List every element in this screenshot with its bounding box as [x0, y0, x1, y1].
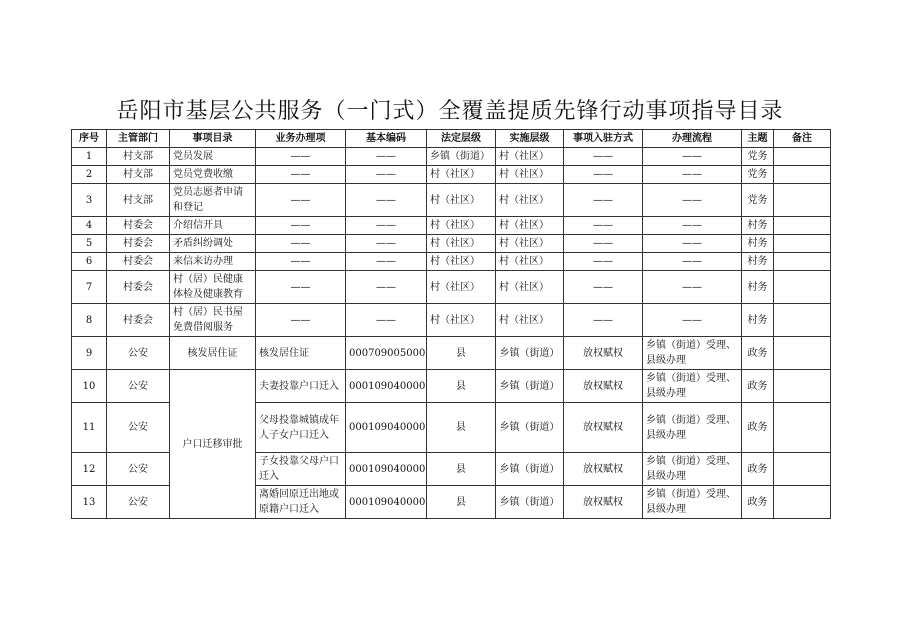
page-title: 岳阳市基层公共服务（一门式）全覆盖提质先锋行动事项指导目录 — [116, 99, 784, 124]
theme-cell: 政务 — [742, 370, 774, 403]
seq-cell: 1 — [72, 148, 107, 166]
flow-cell: 乡镇（街道）受理、县级办理 — [643, 403, 742, 453]
biz-cell: —— — [256, 217, 346, 235]
impl-level-cell: 乡镇（街道） — [496, 337, 564, 370]
entry-cell: —— — [564, 217, 643, 235]
seq-cell: 11 — [72, 403, 107, 453]
theme-cell: 政务 — [742, 453, 774, 486]
seq-cell: 12 — [72, 453, 107, 486]
dept-cell: 公安 — [107, 486, 170, 519]
impl-level-cell: 村（社区） — [496, 304, 564, 337]
biz-cell: —— — [256, 271, 346, 304]
table-row — [72, 235, 831, 253]
header-cell: 基本编码 — [346, 130, 427, 148]
theme-cell: 党务 — [742, 166, 774, 184]
note-cell — [774, 271, 831, 304]
header-cell: 法定层级 — [427, 130, 496, 148]
seq-cell: 4 — [72, 217, 107, 235]
biz-cell: 核发居住证 — [256, 337, 346, 370]
header-cell: 事项入驻方式 — [564, 130, 643, 148]
legal-level-cell: 县 — [427, 370, 496, 403]
header-cell: 主题 — [742, 130, 774, 148]
entry-cell: —— — [564, 271, 643, 304]
seq-cell: 8 — [72, 304, 107, 337]
theme-cell: 村务 — [742, 253, 774, 271]
note-cell — [774, 217, 831, 235]
entry-cell: —— — [564, 184, 643, 217]
code-cell: —— — [346, 166, 427, 184]
code-cell: —— — [346, 148, 427, 166]
biz-cell: —— — [256, 184, 346, 217]
biz-cell: 离婚回原迁出地或原籍户口迁入 — [256, 486, 346, 519]
catalog-table — [71, 129, 831, 519]
impl-level-cell: 村（社区） — [496, 253, 564, 271]
legal-level-cell: 村（社区） — [427, 304, 496, 337]
code-cell: —— — [346, 217, 427, 235]
code-cell: —— — [346, 184, 427, 217]
seq-cell: 13 — [72, 486, 107, 519]
table-row — [72, 253, 831, 271]
biz-cell: —— — [256, 235, 346, 253]
table-row — [72, 304, 831, 337]
legal-level-cell: 村（社区） — [427, 235, 496, 253]
flow-cell: —— — [643, 184, 742, 217]
note-cell — [774, 166, 831, 184]
flow-cell: —— — [643, 253, 742, 271]
header-cell: 实施层级 — [496, 130, 564, 148]
note-cell — [774, 184, 831, 217]
dept-cell: 村委会 — [107, 217, 170, 235]
note-cell — [774, 337, 831, 370]
item-cell: 核发居住证 — [170, 337, 256, 370]
code-cell: —— — [346, 253, 427, 271]
biz-cell: —— — [256, 166, 346, 184]
impl-level-cell: 村（社区） — [496, 166, 564, 184]
table-row — [72, 184, 831, 217]
item-cell: 村（居）民书屋免费借阅服务 — [170, 304, 256, 337]
flow-cell: —— — [643, 235, 742, 253]
flow-cell: 乡镇（街道）受理、县级办理 — [643, 453, 742, 486]
header-cell: 事项目录 — [170, 130, 256, 148]
entry-cell: —— — [564, 148, 643, 166]
seq-cell: 7 — [72, 271, 107, 304]
dept-cell: 公安 — [107, 370, 170, 403]
theme-cell: 政务 — [742, 486, 774, 519]
flow-cell: —— — [643, 166, 742, 184]
flow-cell: —— — [643, 271, 742, 304]
dept-cell: 公安 — [107, 453, 170, 486]
code-cell: 000109040000 — [346, 403, 427, 453]
note-cell — [774, 403, 831, 453]
theme-cell: 村务 — [742, 304, 774, 337]
note-cell — [774, 304, 831, 337]
legal-level-cell: 县 — [427, 453, 496, 486]
legal-level-cell: 县 — [427, 337, 496, 370]
entry-cell: 放权赋权 — [564, 337, 643, 370]
note-cell — [774, 370, 831, 403]
header-cell: 业务办理项 — [256, 130, 346, 148]
entry-cell: 放权赋权 — [564, 453, 643, 486]
dept-cell: 村支部 — [107, 184, 170, 217]
entry-cell: —— — [564, 304, 643, 337]
table-row — [72, 217, 831, 235]
legal-level-cell: 村（社区） — [427, 217, 496, 235]
note-cell — [774, 453, 831, 486]
impl-level-cell: 乡镇（街道） — [496, 486, 564, 519]
entry-cell: 放权赋权 — [564, 486, 643, 519]
biz-cell: —— — [256, 304, 346, 337]
impl-level-cell: 村（社区） — [496, 235, 564, 253]
impl-level-cell: 乡镇（街道） — [496, 453, 564, 486]
note-cell — [774, 148, 831, 166]
code-cell: —— — [346, 235, 427, 253]
biz-cell: —— — [256, 148, 346, 166]
code-cell: 000109040000 — [346, 453, 427, 486]
seq-cell: 10 — [72, 370, 107, 403]
impl-level-cell: 村（社区） — [496, 184, 564, 217]
item-cell: 矛盾纠纷调处 — [170, 235, 256, 253]
note-cell — [774, 235, 831, 253]
legal-level-cell: 村（社区） — [427, 166, 496, 184]
table-row — [72, 166, 831, 184]
biz-cell: 夫妻投靠户口迁入 — [256, 370, 346, 403]
flow-cell: 乡镇（街道）受理、县级办理 — [643, 337, 742, 370]
impl-level-cell: 村（社区） — [496, 148, 564, 166]
header-cell: 主管部门 — [107, 130, 170, 148]
entry-cell: —— — [564, 235, 643, 253]
flow-cell: —— — [643, 217, 742, 235]
item-cell: 来信来访办理 — [170, 253, 256, 271]
flow-cell: 乡镇（街道）受理、县级办理 — [643, 486, 742, 519]
dept-cell: 村委会 — [107, 271, 170, 304]
seq-cell: 6 — [72, 253, 107, 271]
header-cell: 办理流程 — [643, 130, 742, 148]
biz-cell: 父母投靠城镇成年人子女户口迁入 — [256, 403, 346, 453]
theme-cell: 村务 — [742, 271, 774, 304]
impl-level-cell: 村（社区） — [496, 271, 564, 304]
header-cell: 序号 — [72, 130, 107, 148]
table-row — [72, 148, 831, 166]
flow-cell: —— — [643, 304, 742, 337]
theme-cell: 党务 — [742, 148, 774, 166]
legal-level-cell: 乡镇（街道） — [427, 148, 496, 166]
entry-cell: 放权赋权 — [564, 403, 643, 453]
flow-cell: —— — [643, 148, 742, 166]
header-row — [72, 130, 831, 148]
table-row — [72, 337, 831, 370]
table-row — [72, 370, 831, 403]
biz-cell: —— — [256, 253, 346, 271]
dept-cell: 公安 — [107, 337, 170, 370]
theme-cell: 党务 — [742, 184, 774, 217]
item-cell: 村（居）民健康体检及健康教育 — [170, 271, 256, 304]
legal-level-cell: 村（社区） — [427, 184, 496, 217]
table-row — [72, 271, 831, 304]
seq-cell: 3 — [72, 184, 107, 217]
legal-level-cell: 县 — [427, 486, 496, 519]
code-cell: 000709005000 — [346, 337, 427, 370]
theme-cell: 政务 — [742, 403, 774, 453]
header-cell: 备注 — [774, 130, 831, 148]
note-cell — [774, 486, 831, 519]
dept-cell: 村委会 — [107, 304, 170, 337]
item-cell: 户口迁移审批 — [170, 370, 256, 519]
entry-cell: 放权赋权 — [564, 370, 643, 403]
impl-level-cell: 乡镇（街道） — [496, 370, 564, 403]
seq-cell: 2 — [72, 166, 107, 184]
dept-cell: 村支部 — [107, 148, 170, 166]
seq-cell: 9 — [72, 337, 107, 370]
theme-cell: 政务 — [742, 337, 774, 370]
biz-cell: 子女投靠父母户口迁入 — [256, 453, 346, 486]
note-cell — [774, 253, 831, 271]
item-cell: 党员发展 — [170, 148, 256, 166]
theme-cell: 村务 — [742, 235, 774, 253]
dept-cell: 公安 — [107, 403, 170, 453]
dept-cell: 村支部 — [107, 166, 170, 184]
dept-cell: 村委会 — [107, 253, 170, 271]
code-cell: 000109040000 — [346, 370, 427, 403]
flow-cell: 乡镇（街道）受理、县级办理 — [643, 370, 742, 403]
entry-cell: —— — [564, 253, 643, 271]
legal-level-cell: 村（社区） — [427, 271, 496, 304]
dept-cell: 村委会 — [107, 235, 170, 253]
seq-cell: 5 — [72, 235, 107, 253]
code-cell: —— — [346, 271, 427, 304]
impl-level-cell: 村（社区） — [496, 217, 564, 235]
item-cell: 介绍信开具 — [170, 217, 256, 235]
item-cell: 党员志愿者申请和登记 — [170, 184, 256, 217]
impl-level-cell: 乡镇（街道） — [496, 403, 564, 453]
item-cell: 党员党费收缴 — [170, 166, 256, 184]
entry-cell: —— — [564, 166, 643, 184]
legal-level-cell: 村（社区） — [427, 253, 496, 271]
code-cell: —— — [346, 304, 427, 337]
theme-cell: 村务 — [742, 217, 774, 235]
legal-level-cell: 县 — [427, 403, 496, 453]
code-cell: 000109040000 — [346, 486, 427, 519]
